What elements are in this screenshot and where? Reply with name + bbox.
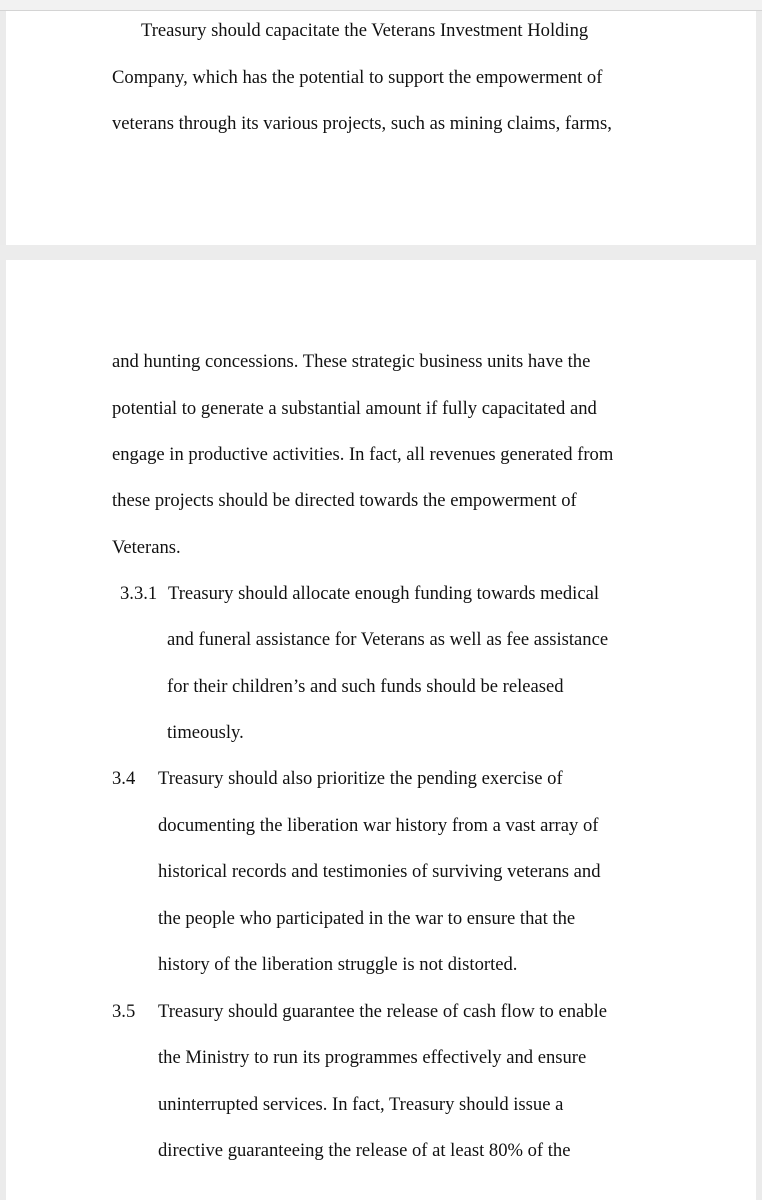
document-page-2 bbox=[6, 260, 756, 1200]
paragraph-line-4: these projects should be directed towards the empowerment of bbox=[112, 490, 577, 511]
item-35-line-1: Treasury should guarantee the release of cash flow to enable bbox=[158, 1001, 608, 1022]
item-35-number: 3.5 bbox=[112, 1001, 136, 1022]
page-gap bbox=[0, 245, 762, 260]
item-34-number: 3.4 bbox=[112, 768, 136, 789]
item-331-line-4: timeously. bbox=[167, 722, 244, 743]
item-35-line-2: the Ministry to run its programmes effectively and ensure bbox=[158, 1047, 587, 1068]
paragraph-line-5: Veterans. bbox=[112, 537, 181, 558]
item-35-line-3: uninterrupted services. In fact, Treasury should issue a bbox=[158, 1094, 564, 1115]
item-331-line-2: and funeral assistance for Veterans as well as fee assistance bbox=[167, 629, 609, 650]
paragraph-line-3: engage in productive activities. In fact, all revenues generated from bbox=[112, 444, 614, 465]
item-34-line-3: historical records and testimonies of surviving veterans and bbox=[158, 861, 601, 882]
item-331-line-1: Treasury should allocate enough funding towards medical bbox=[168, 583, 600, 604]
item-34-line-4: the people who participated in the war to ensure that the bbox=[158, 908, 576, 929]
paragraph-line-2: potential to generate a substantial amount if fully capacitated and bbox=[112, 398, 597, 419]
page1-line-3: veterans through its various projects, such as mining claims, farms, bbox=[112, 113, 612, 134]
item-34-line-1: Treasury should also prioritize the pending exercise of bbox=[158, 768, 563, 789]
item-331-line-3: for their children’s and such funds should be released bbox=[167, 676, 564, 697]
page1-line-1: Treasury should capacitate the Veterans Investment Holding bbox=[141, 20, 589, 41]
document-page-1 bbox=[6, 11, 756, 245]
item-35-line-4: directive guaranteeing the release of at least 80% of the bbox=[158, 1140, 571, 1161]
item-34-line-2: documenting the liberation war history from a vast array of bbox=[158, 815, 599, 836]
paragraph-line-1: and hunting concessions. These strategic business units have the bbox=[112, 351, 591, 372]
item-331-number: 3.3.1 bbox=[120, 583, 158, 604]
item-34-line-5: history of the liberation struggle is not distorted. bbox=[158, 954, 518, 975]
viewer-top-bar bbox=[0, 0, 762, 11]
page1-line-2: Company, which has the potential to support the empowerment of bbox=[112, 67, 603, 88]
